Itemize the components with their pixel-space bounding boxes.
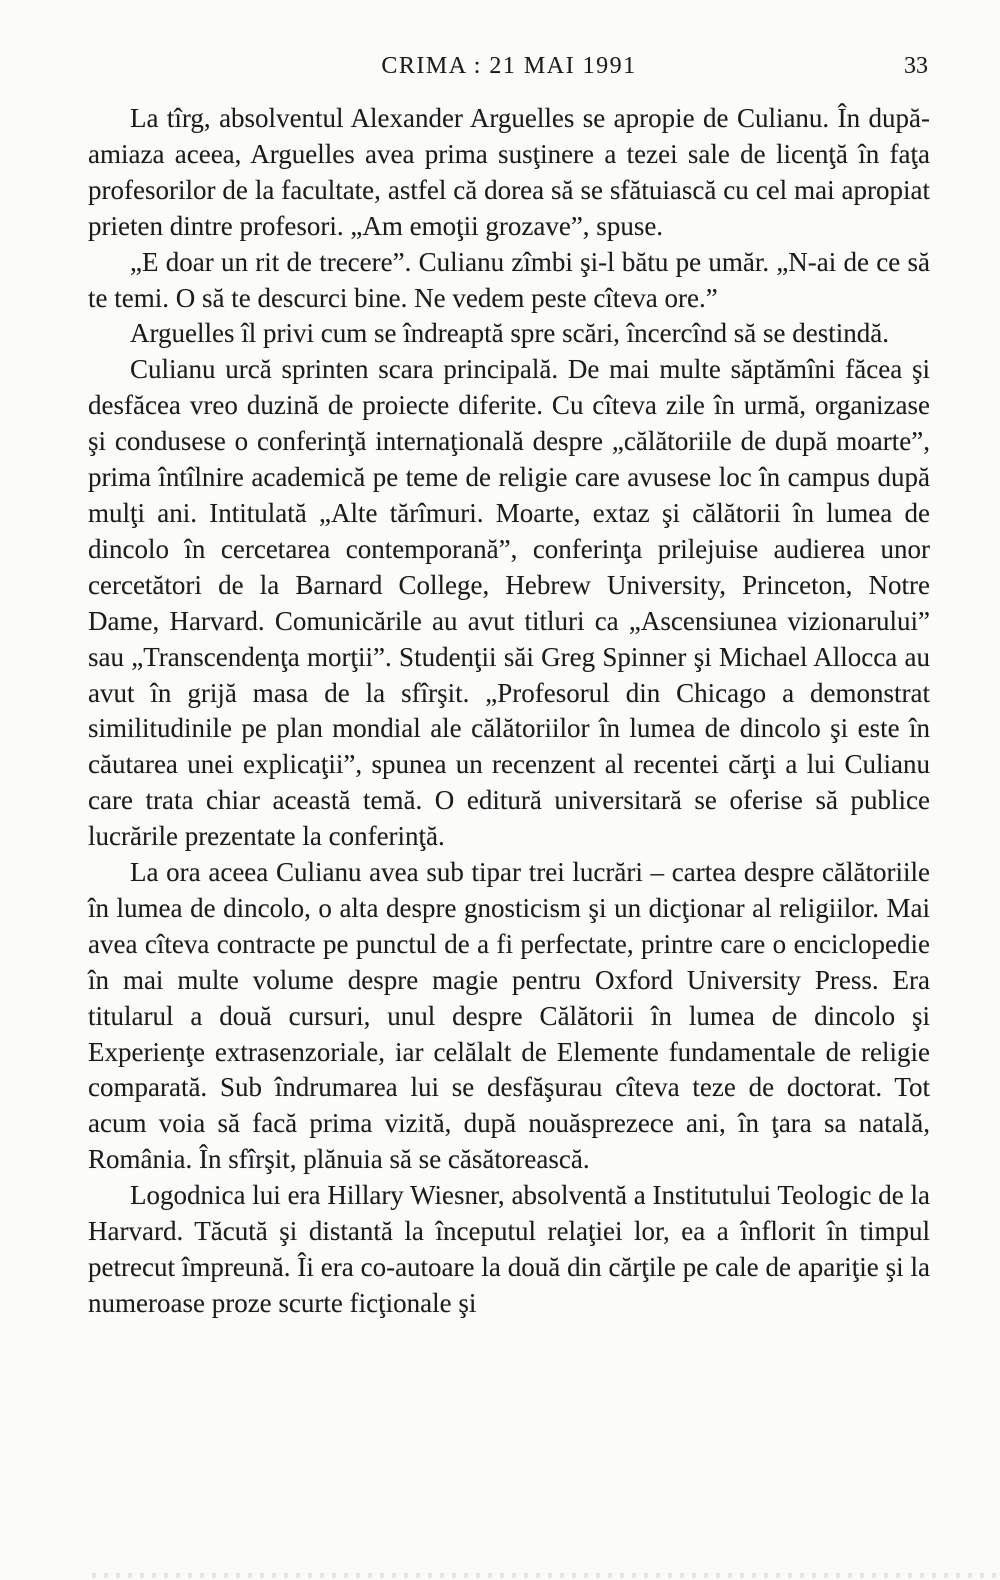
scan-noise-strip	[92, 1573, 1000, 1578]
paragraph-2: „E doar un rit de trecere”. Culianu zîmbi şi-l bătu pe umăr. „N-ai de ce să te temi. O să te descurci bine. Ne vedem peste cîteva ore.”	[88, 246, 930, 313]
running-header-title: CRIMA : 21 MAI 1991	[381, 53, 637, 79]
paragraph-6: Logodnica lui era Hillary Wiesner, absolventă a Institutului Teologic de la Harvard. Tăcută şi distantă la începutul relaţiei lor, ea a înflorit în timpul petrecut împreună. Îi era co-autoare la două din cărţile pe cale de apariţie şi la numeroase proze scurte ficţionale şi	[88, 1180, 930, 1318]
paragraph-4: Culianu urcă sprinten scara principală. De mai multe săptămîni făcea şi desfăcea vreo duzină de proiecte diferite. Cu cîteva zile în urmă, organizase şi condusese o conferinţă internaţională despre „călătoriile de după moarte”, prima întîlnire academică pe teme de religie care avusese loc în campus după mulţi ani. Intitulată „Alte tărîmuri. Moarte, extaz şi călătorii în lumea de dincolo în cercetarea contemporană”, conferinţa prilejuise audierea unor cercetători de la Barnard College, Hebrew University, Princeton, Notre Dame, Harvard. Comunicările au avut titluri ca „Ascensiunea vizionarului” sau „Transcendenţa morţii”. Studenţii săi Greg Spinner şi Michael Allocca au avut în grijă masa de la sfîrşit. „Profesorul din Chicago a demonstrat similitudinile pe plan mondial ale călătoriilor în lumea de dincolo şi este în căutarea unei explicaţii”, spunea un recenzent al recentei cărţi a lui Culianu care trata chiar această temă. O editură universitară se oferise să publice lucrările prezentate la conferinţă.	[88, 354, 930, 852]
running-header	[88, 53, 930, 80]
body-text-block	[88, 101, 930, 1322]
paragraph-3: Arguelles îl privi cum se îndreaptă spre scări, încercînd să se destindă.	[130, 318, 890, 349]
page-number: 33	[904, 53, 928, 79]
paragraph-1: La tîrg, absolventul Alexander Arguelles se apropie de Culianu. În după-amiaza aceea, Arguelles avea prima susţinere a tezei sale de licenţă în faţa profesorilor de la facultate, astfel că dorea să se sfătuiască cu cel mai apropiat prieten dintre profesori. „Am emoţii grozave”, spuse.	[88, 103, 930, 241]
paragraph-5: La ora aceea Culianu avea sub tipar trei lucrări – cartea despre călătoriile în lumea de dincolo, o alta despre gnosticism şi un dicţionar al religiilor. Mai avea cîteva contracte pe punctul de a fi perfectate, printre care o enciclopedie în mai multe volume despre magie pentru Oxford University Press. Era titularul a două cursuri, unul despre Călătorii în lumea de dincolo şi Experienţe extrasenzoriale, iar celălalt de Elemente fundamentale de religie comparată. Sub îndrumarea lui se desfăşurau cîteva teze de doctorat. Tot acum voia să facă prima vizită, după nouăsprezece ani, în ţara sa natală, România. În sfîrşit, plănuia să se căsătorească.	[88, 857, 930, 1175]
